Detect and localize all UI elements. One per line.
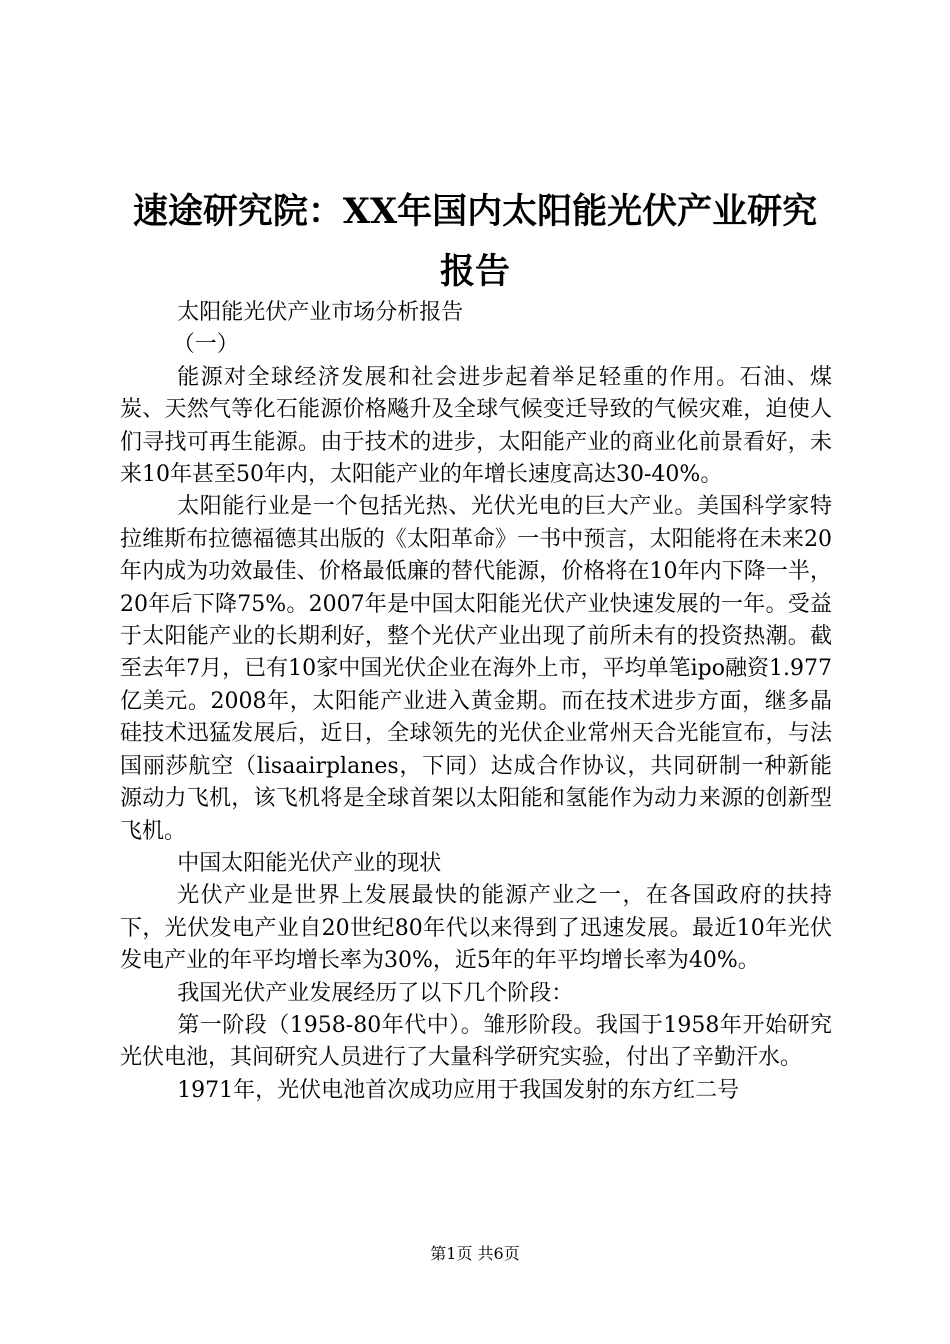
paragraph: 我国光伏产业发展经历了以下几个阶段： xyxy=(177,980,574,1006)
paragraph: 1971年，光伏电池首次成功应用于我国发射的东方红二号 xyxy=(177,1077,740,1103)
section-heading: 太阳能光伏产业市场分析报告 xyxy=(177,300,464,325)
page-footer: 第1页 共6页 xyxy=(430,1244,520,1263)
document-title: 速途研究院：XX年国内太阳能光伏产业研究报告 xyxy=(132,191,818,292)
paragraph: 光伏产业是世界上发展最快的能源产业之一，在各国政府的扶持下，光伏发电产业自20世纪80年代以来得到了迅速发展。最近10年光伏发电产业的年平均增长率为30%，近5年的年平均增长率为40%。 xyxy=(120,883,832,974)
section-number: （一） xyxy=(172,332,239,358)
paragraph: 能源对全球经济发展和社会进步起着举足轻重的作用。石油、煤炭、天然气等化石能源价格飚升及全球气候变迁导致的气候灾难，迫使人们寻找可再生能源。由于技术的进步，太阳能产业的商业化前景看好，未来10年甚至50年内，太阳能产业的年增长速度高达30-40%。 xyxy=(120,364,832,488)
section-heading: 中国太阳能光伏产业的现状 xyxy=(177,850,442,876)
document-body xyxy=(120,297,832,1107)
paragraph: 第一阶段（1958-80年代中）。雏形阶段。我国于1958年开始研究光伏电池，其间研究人员进行了大量科学研究实验，付出了辛勤汗水。 xyxy=(120,1012,832,1071)
paragraph: 太阳能行业是一个包括光热、光伏光电的巨大产业。美国科学家特拉维斯布拉德福德其出版的《太阳革命》一书中预言，太阳能将在未来20年内成为功效最佳、价格最低廉的替代能源，价格将在10年内下降一半，20年后下降75%。2007年是中国太阳能光伏产业快速发展的一年。受益于太阳能产业的长期利好，整个光伏产业出现了前所未有的投资热潮。截至去年7月，已有10家中国光伏企业在海外上市，平均单笔ipo融资1.977亿美元。2008年，太阳能产业进入黄金期。而在技术进步方面，继多晶硅技术迅猛发展后，近日，全球领先的光伏企业常州天合光能宣布，与法国丽莎航空（lisaairplanes，下同）达成合作协议，共同研制一种新能源动力飞机，该飞机将是全球首架以太阳能和氢能作为动力来源的创新型飞机。 xyxy=(120,494,832,844)
